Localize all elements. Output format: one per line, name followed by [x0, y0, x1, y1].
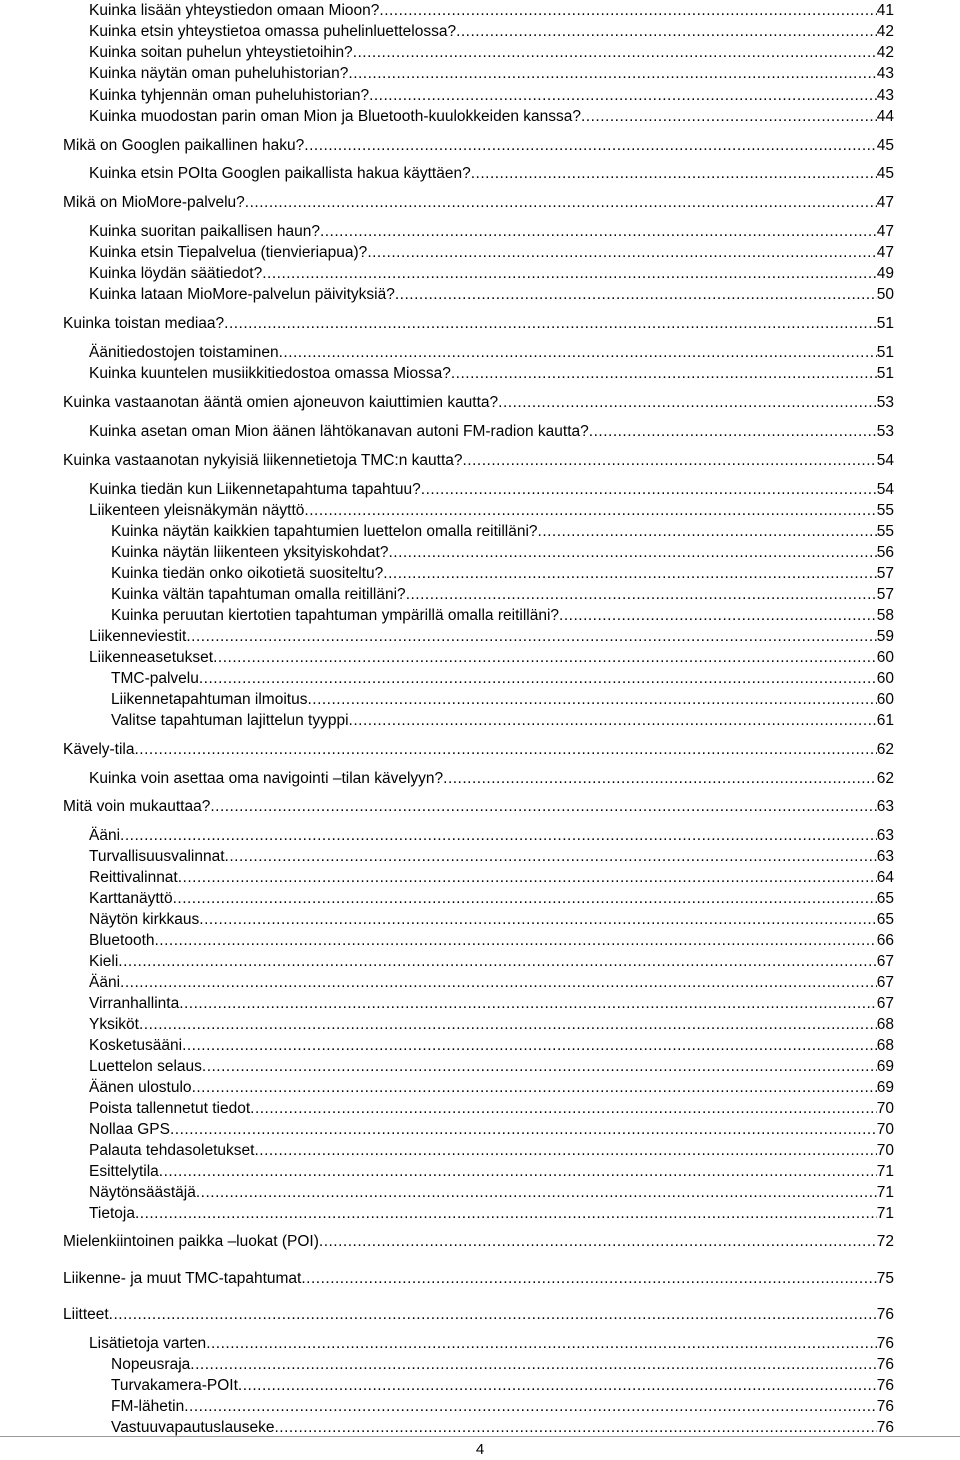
toc-entry-title: Kuinka tiedän kun Liikennetapahtuma tapahtuu? [89, 481, 421, 498]
toc-entry[interactable] [63, 452, 894, 470]
toc-leader-dots [182, 1037, 877, 1055]
toc-entry-title: Kuinka vältän tapahtuman omalla reitilläni? [111, 586, 406, 603]
toc-entry-page: 56 [876, 544, 894, 561]
toc-entry[interactable] [111, 523, 894, 541]
toc-entry-title: Kuinka soitan puhelun yhteystietoihin? [89, 44, 353, 61]
toc-entry-page: 68 [876, 1016, 894, 1033]
toc-entry-page: 67 [876, 974, 894, 991]
toc-leader-dots [349, 712, 877, 730]
toc-entry[interactable] [111, 565, 894, 583]
toc-leader-dots [538, 523, 877, 541]
toc-entry[interactable] [89, 869, 894, 887]
toc-entry[interactable] [89, 502, 894, 520]
toc-entry-page: 51 [876, 315, 894, 332]
toc-entry-title: Kuinka lataan MioMore-palvelun päivityksiä? [89, 286, 395, 303]
toc-leader-dots [196, 1184, 877, 1202]
toc-leader-dots [319, 1233, 877, 1251]
toc-entry-title: Näytön kirkkaus [89, 911, 200, 928]
toc-entry-title: Poista tallennetut tiedot [89, 1100, 251, 1117]
toc-entry-page: 51 [876, 365, 894, 382]
toc-entry[interactable] [63, 1270, 894, 1288]
toc-leader-dots [225, 848, 877, 866]
toc-entry-page: 70 [876, 1100, 894, 1117]
toc-entry-page: 43 [876, 65, 894, 82]
toc-entry[interactable] [89, 1079, 894, 1097]
toc-entry-page: 71 [876, 1163, 894, 1180]
toc-entry[interactable] [89, 1121, 894, 1139]
toc-entry-page: 41 [876, 2, 894, 19]
toc-entry-page: 47 [876, 244, 894, 261]
toc-leader-dots [581, 108, 877, 126]
toc-entry-page: 61 [876, 712, 894, 729]
toc-entry-page: 76 [876, 1398, 894, 1415]
toc-leader-dots [320, 223, 877, 241]
toc-entry-page: 69 [876, 1058, 894, 1075]
toc-entry-page: 65 [876, 911, 894, 928]
toc-entry-title: Mikä on Googlen paikallinen haku? [63, 137, 305, 154]
toc-leader-dots [498, 394, 877, 412]
toc-entry[interactable] [89, 1335, 894, 1353]
toc-entry-page: 76 [876, 1335, 894, 1352]
toc-entry-page: 51 [876, 344, 894, 361]
toc-entry-title: Liikenneviestit [89, 628, 187, 645]
toc-entry-title: Kuinka tyhjennän oman puheluhistorian? [89, 87, 370, 104]
toc-entry-page: 63 [876, 798, 894, 815]
toc-entry-page: 70 [876, 1121, 894, 1138]
toc-leader-dots [120, 827, 877, 845]
toc-entry-page: 63 [876, 848, 894, 865]
toc-leader-dots [559, 607, 877, 625]
toc-entry[interactable] [89, 286, 894, 304]
toc-entry-page: 76 [876, 1419, 894, 1436]
toc-entry[interactable] [89, 1184, 894, 1202]
toc-entry-title: Valitse tapahtuman lajittelun tyyppi [111, 712, 349, 729]
toc-entry[interactable] [89, 344, 894, 362]
toc-entry[interactable] [111, 1377, 894, 1395]
toc-leader-dots [238, 1377, 877, 1395]
toc-entry[interactable] [111, 586, 894, 604]
toc-entry-page: 62 [876, 741, 894, 758]
toc-leader-dots [304, 502, 876, 520]
toc-leader-dots [120, 974, 877, 992]
toc-entry-page: 55 [876, 523, 894, 540]
toc-entry-title: Kuinka etsin Tiepalvelua (tienvieriapua)? [89, 244, 368, 261]
toc-entry[interactable] [89, 481, 894, 499]
toc-entry-page: 68 [876, 1037, 894, 1054]
toc-entry-title: Kuinka toistan mediaa? [63, 315, 225, 332]
toc-entry-title: Vastuuvapautuslauseke [111, 1419, 275, 1436]
toc-entry[interactable] [89, 65, 894, 83]
toc-entry-page: 76 [876, 1377, 894, 1394]
toc-leader-dots [254, 1142, 876, 1160]
toc-entry[interactable] [89, 1058, 894, 1076]
toc-leader-dots [353, 44, 877, 62]
toc-entry[interactable] [111, 544, 894, 562]
toc-entry[interactable] [63, 194, 894, 212]
toc-entry-title: Kuinka muodostan parin oman Mion ja Bluetooth-kuulokkeiden kanssa? [89, 108, 581, 125]
toc-entry-title: Kosketusääni [89, 1037, 183, 1054]
toc-leader-dots [250, 1100, 877, 1118]
toc-entry-page: 71 [876, 1205, 894, 1222]
toc-entry-page: 42 [876, 44, 894, 61]
toc-entry[interactable] [111, 1356, 894, 1374]
toc-leader-dots [395, 286, 877, 304]
toc-entry[interactable] [89, 890, 894, 908]
toc-entry-page: 75 [876, 1270, 894, 1287]
toc-leader-dots [367, 244, 876, 262]
toc-leader-dots [109, 1306, 877, 1324]
toc-entry-title: Äänitiedostojen toistaminen [89, 344, 279, 361]
toc-entry-title: Kuinka kuuntelen musiikkitiedostoa omassa Miossa? [89, 365, 451, 382]
toc-leader-dots [262, 265, 877, 283]
toc-entry-title: FM-lähetin [111, 1398, 185, 1415]
toc-entry-title: Nollaa GPS [89, 1121, 170, 1138]
toc-leader-dots [245, 194, 877, 212]
toc-entry-title: Kuinka vastaanotan nykyisiä liikennetietoja TMC:n kautta? [63, 452, 463, 469]
toc-entry[interactable] [89, 911, 894, 929]
toc-entry[interactable] [111, 1398, 894, 1416]
toc-leader-dots [274, 1419, 876, 1437]
toc-entry-page: 60 [876, 691, 894, 708]
toc-entry-title: Kuinka peruutan kiertotien tapahtuman ympärillä omalla reitilläni? [111, 607, 560, 624]
toc-entry-page: 59 [876, 628, 894, 645]
toc-entry[interactable] [89, 423, 894, 441]
toc-entry[interactable] [89, 244, 894, 262]
toc-entry-title: Kuinka vastaanotan ääntä omien ajoneuvon kaiuttimien kautta? [63, 394, 499, 411]
toc-leader-dots [213, 649, 877, 667]
toc-entry[interactable] [89, 1142, 894, 1160]
toc-entry-page: 47 [876, 194, 894, 211]
toc-entry-page: 57 [876, 586, 894, 603]
toc-entry-title: Kuinka näytän liikenteen yksityiskohdat? [111, 544, 389, 561]
toc-leader-dots [170, 1121, 877, 1139]
toc-entry[interactable] [89, 770, 894, 788]
toc-entry-page: 76 [876, 1306, 894, 1323]
toc-entry-title: Äänen ulostulo [89, 1079, 192, 1096]
toc-entry[interactable] [89, 223, 894, 241]
toc-entry-page: 63 [876, 827, 894, 844]
toc-leader-dots [159, 1163, 877, 1181]
toc-entry-title: Bluetooth [89, 932, 155, 949]
toc-entry-title: Tietoja [89, 1205, 135, 1222]
toc-leader-dots [379, 2, 876, 20]
toc-entry-title: Virranhallinta [89, 995, 180, 1012]
toc-leader-dots [301, 1270, 876, 1288]
toc-entry[interactable] [111, 712, 894, 730]
toc-entry-title: Kuinka löydän säätiedot? [89, 265, 263, 282]
toc-entry-page: 45 [876, 137, 894, 154]
toc-entry[interactable] [89, 649, 894, 667]
toc-entry-title: Liikenneasetukset [89, 649, 214, 666]
toc-leader-dots [206, 1335, 877, 1353]
toc-entry-page: 69 [876, 1079, 894, 1096]
toc-entry-title: Lisätietoja varten [89, 1335, 207, 1352]
toc-entry[interactable] [89, 1163, 894, 1181]
toc-entry-title: Palauta tehdasoletukset [89, 1142, 255, 1159]
toc-leader-dots [178, 869, 877, 887]
toc-entry[interactable] [89, 265, 894, 283]
toc-entry-page: 47 [876, 223, 894, 240]
toc-entry[interactable] [89, 995, 894, 1013]
toc-entry-title: Turvallisuusvalinnat [89, 848, 225, 865]
toc-entry-title: Näytönsäästäjä [89, 1184, 196, 1201]
toc-entry[interactable] [89, 1037, 894, 1055]
toc-leader-dots [406, 586, 877, 604]
toc-entry-title: Mitä voin mukauttaa? [63, 798, 211, 815]
toc-entry-page: 64 [876, 869, 894, 886]
toc-entry-page: 53 [876, 423, 894, 440]
toc-leader-dots [190, 1356, 876, 1374]
toc-entry-title: Kuinka voin asettaa oma navigointi –tilan kävelyyn? [89, 770, 444, 787]
toc-entry-title: Turvakamera-POIt [111, 1377, 238, 1394]
toc-leader-dots [199, 911, 876, 929]
toc-entry-page: 54 [876, 481, 894, 498]
toc-entry-page: 71 [876, 1184, 894, 1201]
toc-leader-dots [589, 423, 877, 441]
toc-entry-page: 65 [876, 890, 894, 907]
toc-leader-dots [369, 87, 877, 105]
toc-entry-page: 49 [876, 265, 894, 282]
toc-leader-dots [173, 890, 877, 908]
toc-entry[interactable] [63, 741, 894, 759]
toc-leader-dots [421, 481, 877, 499]
toc-entry-title: Ääni [89, 974, 121, 991]
toc-entry-title: Kuinka etsin POIta Googlen paikallista hakua käyttäen? [89, 165, 471, 182]
toc-entry[interactable] [89, 165, 894, 183]
toc-entry[interactable] [89, 953, 894, 971]
toc-entry-page: 76 [876, 1356, 894, 1373]
toc-entry[interactable] [63, 1306, 894, 1324]
toc-entry-page: 66 [876, 932, 894, 949]
toc-entry-title: Liikennetapahtuman ilmoitus [111, 691, 308, 708]
toc-entry[interactable] [89, 974, 894, 992]
toc-entry[interactable] [89, 827, 894, 845]
toc-leader-dots [443, 770, 877, 788]
toc-leader-dots [199, 670, 877, 688]
toc-entry-page: 45 [876, 165, 894, 182]
toc-entry-page: 43 [876, 87, 894, 104]
page-number: 4 [475, 1441, 485, 1458]
footer-divider [0, 1436, 960, 1437]
toc-entry-title: Kuinka asetan oman Mion äänen lähtökanavan autoni FM-radion kautta? [89, 423, 589, 440]
toc-leader-dots [139, 1016, 877, 1034]
toc-entry-page: 55 [876, 502, 894, 519]
toc-entry-page: 58 [876, 607, 894, 624]
toc-leader-dots [184, 1398, 877, 1416]
toc-leader-dots [307, 691, 876, 709]
toc-leader-dots [135, 1205, 877, 1223]
toc-entry-page: 44 [876, 108, 894, 125]
toc-entry[interactable] [89, 628, 894, 646]
toc-leader-dots [118, 953, 876, 971]
toc-entry-title: Nopeusraja [111, 1356, 191, 1373]
toc-leader-dots [179, 995, 877, 1013]
toc-leader-dots [155, 932, 877, 950]
toc-entry[interactable] [89, 44, 894, 62]
toc-entry[interactable] [89, 1205, 894, 1223]
toc-entry[interactable] [63, 394, 894, 412]
toc-leader-dots [383, 565, 876, 583]
toc-entry[interactable] [111, 607, 894, 625]
toc-leader-dots [348, 65, 876, 83]
toc-entry-page: 60 [876, 649, 894, 666]
toc-entry-page: 67 [876, 995, 894, 1012]
toc-entry[interactable] [63, 315, 894, 333]
toc-entry[interactable] [89, 1100, 894, 1118]
toc-entry-page: 42 [876, 23, 894, 40]
toc-entry-page: 60 [876, 670, 894, 687]
toc-entry-title: Mikä on MioMore-palvelu? [63, 194, 245, 211]
toc-entry[interactable] [63, 798, 894, 816]
toc-leader-dots [186, 628, 876, 646]
toc-leader-dots [451, 365, 877, 383]
toc-leader-dots [463, 452, 877, 470]
toc-leader-dots [279, 344, 877, 362]
toc-entry[interactable] [89, 365, 894, 383]
toc-entry[interactable] [111, 670, 894, 688]
toc-entry-title: Liitteet [63, 1306, 109, 1323]
toc-entry-page: 62 [876, 770, 894, 787]
toc-entry-page: 53 [876, 394, 894, 411]
toc-entry[interactable] [111, 1419, 894, 1437]
toc-entry[interactable] [89, 23, 894, 41]
toc-entry-page: 67 [876, 953, 894, 970]
toc-leader-dots [224, 315, 877, 333]
toc-entry[interactable] [89, 108, 894, 126]
toc-entry[interactable] [111, 691, 894, 709]
toc-entry-title: Luettelon selaus [89, 1058, 202, 1075]
toc-entry[interactable] [89, 932, 894, 950]
toc-entry-title: Mielenkiintoinen paikka –luokat (POI) [63, 1233, 319, 1250]
toc-entry-title: Yksiköt [89, 1016, 139, 1033]
toc-entry[interactable] [89, 87, 894, 105]
toc-entry-page: 70 [876, 1142, 894, 1159]
toc-entry-title: Karttanäyttö [89, 890, 173, 907]
toc-entry-title: Kuinka tiedän onko oikotietä suositeltu? [111, 565, 384, 582]
toc-entry-title: Kuinka lisään yhteystiedon omaan Mioon? [89, 2, 380, 19]
toc-entry-title: Ääni [89, 827, 121, 844]
toc-entry-title: Esittelytila [89, 1163, 159, 1180]
toc-leader-dots [471, 165, 877, 183]
toc-entry-title: Kuinka näytän oman puheluhistorian? [89, 65, 349, 82]
toc-entry-title: Kieli [89, 953, 119, 970]
toc-entry[interactable] [63, 137, 894, 155]
toc-entry-page: 72 [876, 1233, 894, 1250]
toc-leader-dots [304, 137, 876, 155]
toc-leader-dots [135, 741, 877, 759]
toc-leader-dots [210, 798, 876, 816]
toc-entry-title: Kuinka suoritan paikallisen haun? [89, 223, 320, 240]
toc-entry-title: Kuinka etsin yhteystietoa omassa puhelinluettelossa? [89, 23, 457, 40]
toc-entry-title: Liikenteen yleisnäkymän näyttö [89, 502, 305, 519]
toc-entry-title: Kävely-tila [63, 741, 135, 758]
toc-leader-dots [388, 544, 876, 562]
toc-entry-page: 54 [876, 452, 894, 469]
toc-entry-page: 57 [876, 565, 894, 582]
toc-entry-title: Kuinka näytän kaikkien tapahtumien luettelon omalla reitilläni? [111, 523, 538, 540]
toc-entry[interactable] [89, 2, 894, 20]
toc-leader-dots [456, 23, 877, 41]
toc-entry[interactable] [63, 1233, 894, 1251]
toc-entry-title: Reittivalinnat [89, 869, 178, 886]
toc-leader-dots [192, 1079, 877, 1097]
toc-entry-page: 50 [876, 286, 894, 303]
toc-entry-title: TMC-palvelu [111, 670, 199, 687]
toc-entry[interactable] [89, 848, 894, 866]
toc-leader-dots [202, 1058, 877, 1076]
toc-entry[interactable] [89, 1016, 894, 1034]
toc-entry-title: Liikenne- ja muut TMC-tapahtumat [63, 1270, 302, 1287]
